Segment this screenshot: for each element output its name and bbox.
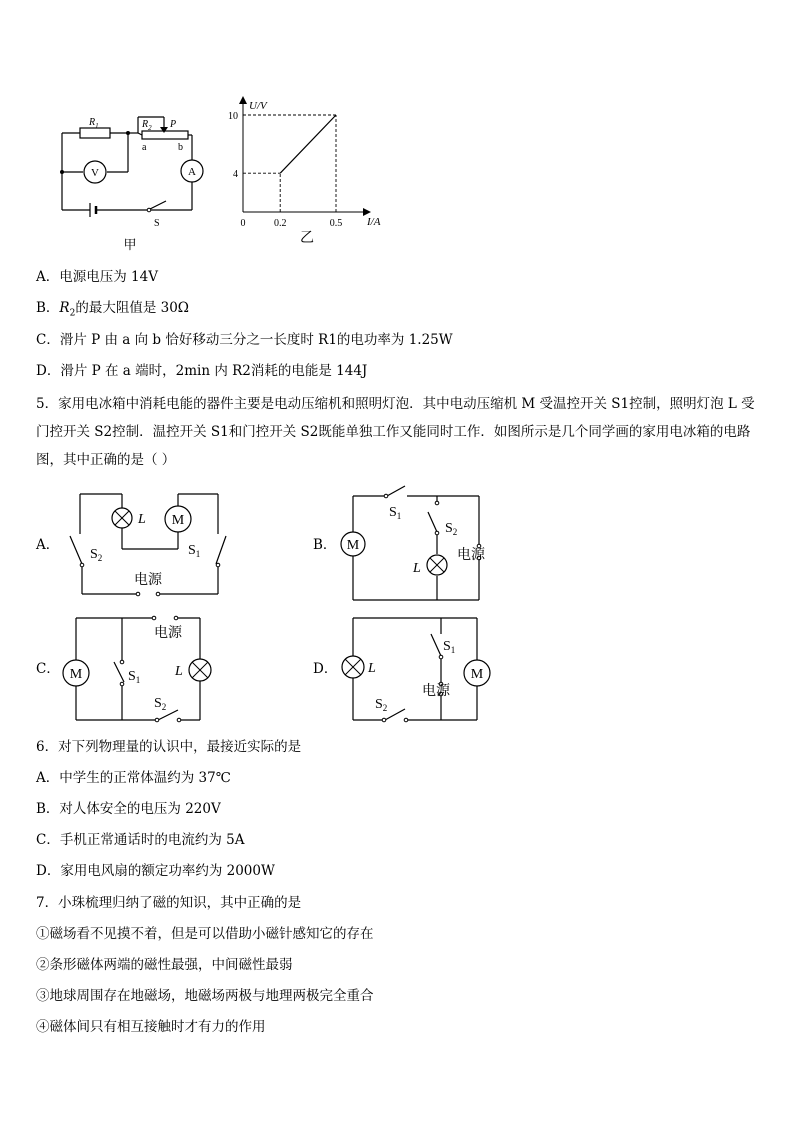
label-a-end: a [142, 142, 147, 153]
ammeter-label: A [188, 166, 196, 178]
x-tick-label: 0.5 [329, 218, 343, 229]
figure-jia-circuit [50, 105, 225, 255]
motor-label: M [470, 667, 484, 682]
q5-option-d-label: D． [313, 661, 338, 677]
s2-label: S [445, 521, 453, 536]
s1-sub: 1 [450, 645, 456, 655]
q4-option-d-text: 滑片 P 在 a 端时，2min 内 R2消耗的电能是 144J [60, 363, 368, 379]
q4-option-d-label: D． [36, 363, 61, 379]
switch-label: S [154, 218, 160, 229]
figure-yi-graph [225, 92, 395, 250]
q5-option-c-label: C． [36, 661, 60, 677]
q6-option-d: D．家用电风扇的额定功率约为 2000W [36, 863, 275, 879]
x-axis-label: I/A [367, 216, 381, 228]
label-r2-sub: 2 [148, 124, 152, 132]
power-source-label: 电源 [457, 548, 485, 563]
label-b-end: b [178, 142, 183, 153]
q4-option-b-text: 的最大阻值是 30Ω [75, 300, 189, 316]
label-r1: R [89, 117, 96, 128]
svg-text:R2 [141, 119, 152, 132]
s2-sub: 2 [161, 702, 167, 712]
s1-sub: 1 [135, 675, 141, 685]
q7-stem: 7．小珠梳理归纳了磁的知识，其中正确的是 [36, 895, 302, 911]
circuit-a [60, 486, 235, 606]
s2-sub: 2 [97, 553, 103, 563]
svg-text:S2 [445, 521, 457, 537]
q4-option-a-label: A． [36, 269, 60, 285]
q6-stem: 6．对下列物理量的认识中，最接近实际的是 [36, 739, 302, 755]
svg-text:S1 [188, 543, 200, 559]
q4-option-c-text: 滑片 P 由 a 向 b 恰好移动三分之一长度时 R1的电功率为 1.25W [59, 332, 453, 348]
q7-item-2: ②条形磁体两端的磁性最强，中间磁性最弱 [36, 957, 293, 973]
s1-label: S [188, 543, 196, 558]
motor-label: M [171, 513, 185, 528]
x-tick-label: 0 [240, 218, 246, 229]
power-source-label: 电源 [422, 684, 450, 699]
svg-text:S1 [389, 505, 401, 521]
q5-option-b-label: B． [313, 537, 337, 553]
lamp-label: L [368, 661, 376, 676]
s1-sub: 1 [396, 511, 402, 521]
y-tick-label: 10 [228, 111, 238, 122]
q4-option-c [36, 331, 453, 349]
s1-sub: 1 [195, 549, 201, 559]
svg-text:U/V [249, 100, 268, 112]
svg-text:I/A [366, 216, 381, 228]
q5-option-a-label: A． [36, 537, 60, 553]
label-p: P [170, 119, 177, 130]
q7-item-1: ①磁场看不见摸不着，但是可以借助小磁针感知它的存在 [36, 926, 374, 942]
voltmeter-label: V [91, 167, 99, 179]
lamp-label: L [413, 561, 421, 576]
q4-option-b-label: B． [36, 300, 60, 316]
motor-label: M [69, 667, 83, 682]
x-tick-label: 0.2 [273, 218, 287, 229]
q6-option-a: A．中学生的正常体温约为 37℃ [36, 770, 231, 786]
circuit-d [333, 610, 493, 728]
q7-item-4: ④磁体间只有相互接触时才有力的作用 [36, 1019, 266, 1035]
svg-text:S2 [375, 697, 387, 713]
q6-option-b: B．对人体安全的电压为 220V [36, 801, 221, 817]
s2-label: S [375, 697, 383, 712]
svg-text:S2 [154, 696, 166, 712]
y-axis-arrow [239, 96, 247, 104]
q4-option-d [36, 362, 367, 380]
motor-label: M [346, 538, 360, 553]
lamp-label: L [175, 664, 183, 679]
lamp-label: L [138, 512, 146, 527]
caption-yi: 乙 [300, 231, 314, 246]
s2-label: S [90, 547, 98, 562]
svg-text:S2 [90, 547, 102, 563]
s1-label: S [389, 505, 397, 520]
y-axis-label: U/V [249, 100, 267, 112]
circuit-b [333, 484, 508, 609]
circuit-c [60, 610, 220, 728]
power-source-label: 电源 [134, 573, 162, 588]
q4-option-b [36, 299, 189, 323]
s1-label: S [128, 669, 136, 684]
q4-option-a-text: 电源电压为 14V [59, 269, 158, 285]
s1-label: S [443, 639, 451, 654]
q5-stem: 5．家用电冰箱中消耗电能的器件主要是电动压缩机和照明灯泡．其中电动压缩机 M 受温控开关 S1控制，照明灯泡 L 受门控开关 S2控制．温控开关 S1和门控开关 S2既能单独工作又能同时工作．如图所示是几个同学画的家用电冰箱的电路图，其中正确的是（ ） [36, 396, 755, 468]
s2-label: S [154, 696, 162, 711]
q4-option-a [36, 268, 158, 286]
data-line [280, 115, 336, 173]
q4-option-b-sub: 2 [69, 308, 76, 319]
label-r1-sub: 1 [95, 122, 99, 130]
s2-sub: 2 [452, 527, 458, 537]
label-r2: R [142, 119, 149, 130]
s2-sub: 2 [382, 703, 388, 713]
svg-text:S1 [443, 639, 455, 655]
q7-item-3: ③地球周围存在地磁场，地磁场两极与地理两极完全重合 [36, 988, 374, 1004]
q4-option-b-symbol: R [59, 300, 70, 316]
caption-jia: 甲 [123, 237, 137, 252]
y-tick-label: 4 [233, 169, 238, 181]
q6-option-c: C．手机正常通话时的电流约为 5A [36, 832, 245, 848]
x-axis-arrow [363, 208, 371, 216]
q4-option-c-label: C． [36, 332, 60, 348]
power-source-label: 电源 [154, 626, 182, 641]
svg-text:S1 [128, 669, 140, 685]
